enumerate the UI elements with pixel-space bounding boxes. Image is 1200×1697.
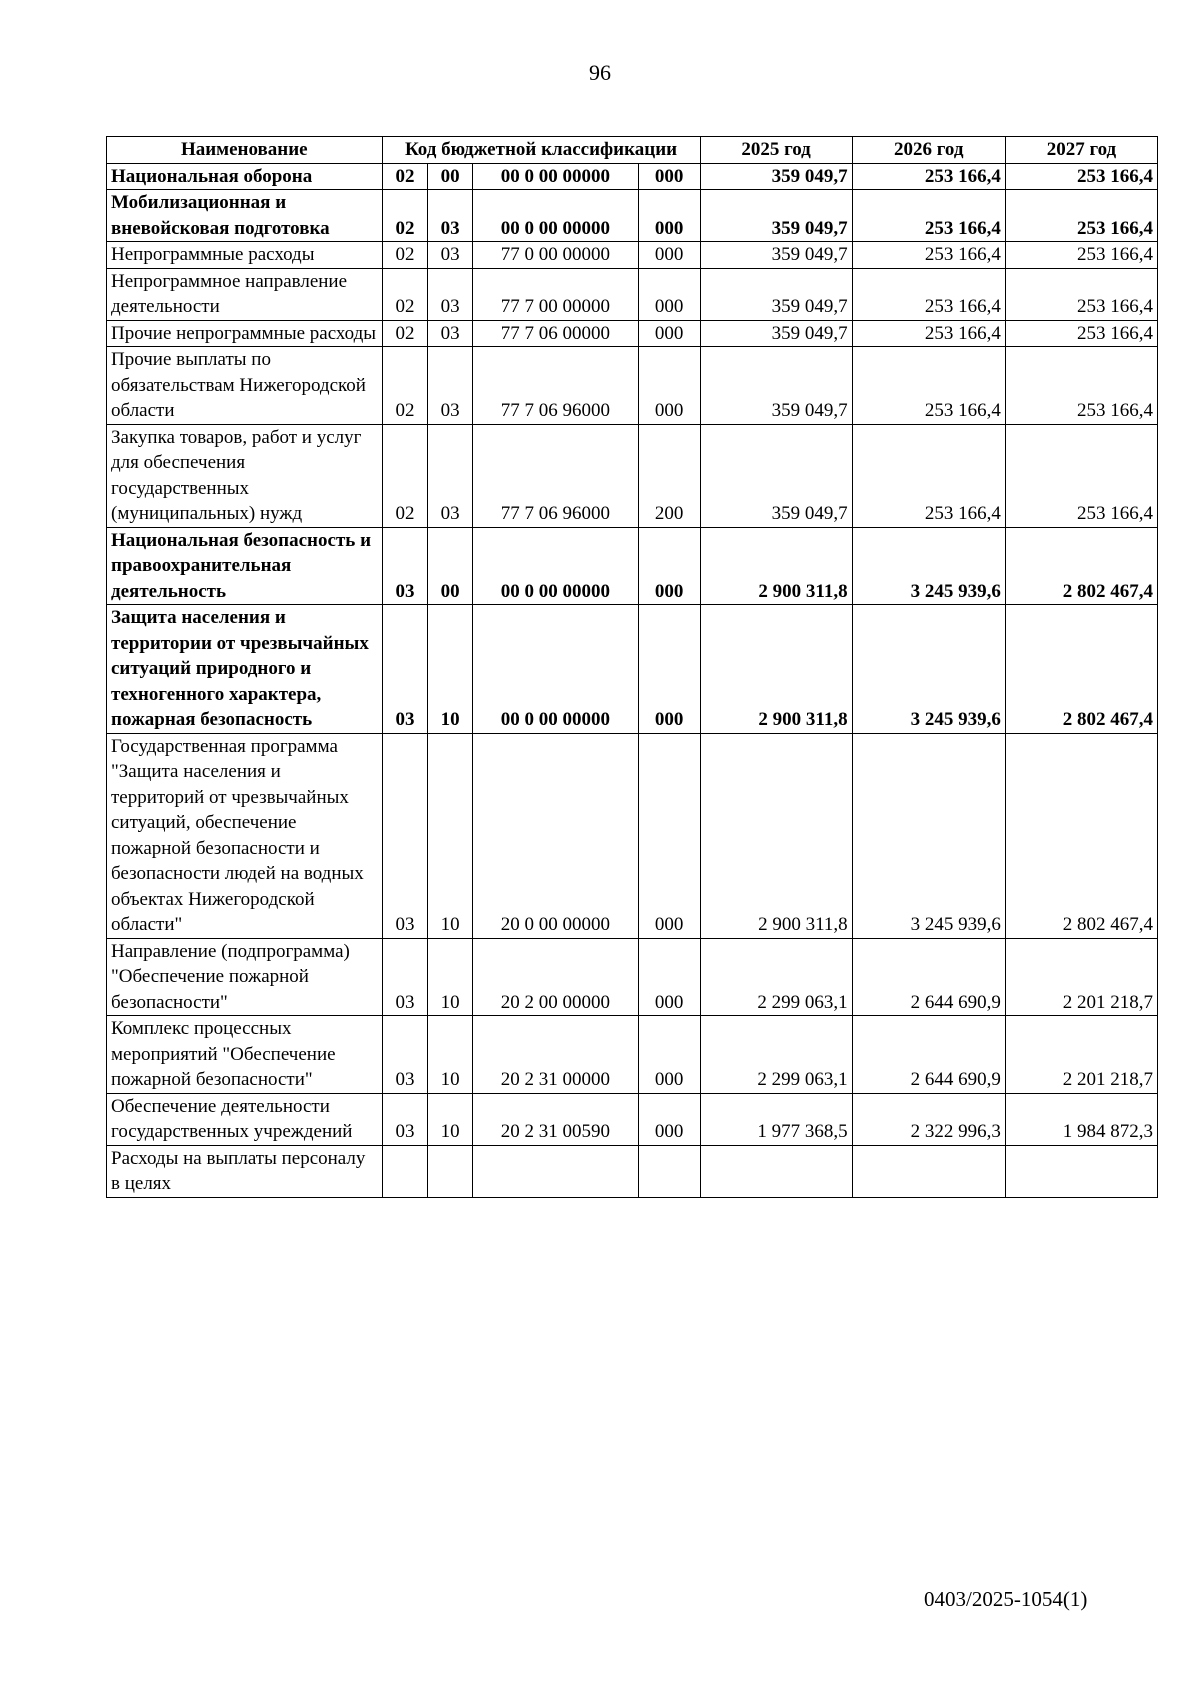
cell-name: Обеспечение деятельности государственных учреждений [107,1093,383,1145]
cell-section-code: 02 [382,320,428,347]
cell-name: Прочие непрограммные расходы [107,320,383,347]
cell-section-code: 03 [382,605,428,734]
cell-value-2026: 253 166,4 [852,190,1005,242]
cell-target-code: 00 0 00 00000 [472,527,638,605]
cell-subsection-code: 03 [428,242,473,269]
cell-target-code: 20 0 00 00000 [472,733,638,938]
cell-value-2025 [700,1145,852,1197]
cell-subsection-code [428,1145,473,1197]
document-number: 0403/2025-1054(1) [924,1587,1088,1611]
cell-value-2027: 253 166,4 [1005,320,1157,347]
cell-name: Прочие выплаты по обязательствам Нижегородской области [107,347,383,425]
cell-value-2026: 253 166,4 [852,320,1005,347]
cell-value-2027: 253 166,4 [1005,242,1157,269]
cell-subsection-code: 03 [428,268,473,320]
header-2025: 2025 год [700,137,852,164]
cell-value-2025: 1 977 368,5 [700,1093,852,1145]
cell-name: Национальная оборона [107,163,383,190]
cell-value-2026 [852,1145,1005,1197]
cell-target-code: 77 7 06 96000 [472,424,638,527]
cell-name: Защита населения и территории от чрезвычайных ситуаций природного и техногенного характера, пожарная безопасность [107,605,383,734]
cell-expense-type-code: 000 [638,527,700,605]
cell-value-2025: 359 049,7 [700,190,852,242]
cell-value-2027: 2 201 218,7 [1005,938,1157,1016]
table-body [107,163,1158,1197]
cell-section-code: 03 [382,938,428,1016]
header-2027: 2027 год [1005,137,1157,164]
cell-value-2025: 359 049,7 [700,268,852,320]
cell-name: Государственная программа "Защита населения и территорий от чрезвычайных ситуаций, обеспечение пожарной безопасности и безопасности людей на водных объектах Нижегородской области" [107,733,383,938]
cell-target-code: 20 2 31 00000 [472,1016,638,1094]
cell-subsection-code: 03 [428,347,473,425]
cell-section-code: 02 [382,190,428,242]
cell-subsection-code: 00 [428,163,473,190]
cell-target-code: 20 2 00 00000 [472,938,638,1016]
cell-subsection-code: 00 [428,527,473,605]
cell-expense-type-code: 000 [638,1016,700,1094]
cell-value-2025: 359 049,7 [700,320,852,347]
table-row [107,242,1158,269]
cell-value-2026: 2 644 690,9 [852,938,1005,1016]
cell-name: Непрограммные расходы [107,242,383,269]
cell-value-2025: 2 900 311,8 [700,527,852,605]
cell-value-2026: 3 245 939,6 [852,605,1005,734]
header-2026: 2026 год [852,137,1005,164]
cell-value-2026: 253 166,4 [852,424,1005,527]
cell-expense-type-code: 000 [638,242,700,269]
cell-name: Закупка товаров, работ и услуг для обеспечения государственных (муниципальных) нужд [107,424,383,527]
cell-value-2025: 2 900 311,8 [700,605,852,734]
cell-value-2025: 2 299 063,1 [700,938,852,1016]
cell-section-code: 02 [382,347,428,425]
cell-section-code: 02 [382,163,428,190]
cell-target-code: 77 7 06 96000 [472,347,638,425]
header-name: Наименование [107,137,383,164]
cell-value-2025: 2 299 063,1 [700,1016,852,1094]
cell-value-2025: 359 049,7 [700,242,852,269]
cell-name: Направление (подпрограмма) "Обеспечение пожарной безопасности" [107,938,383,1016]
cell-value-2026: 2 644 690,9 [852,1016,1005,1094]
cell-subsection-code: 10 [428,733,473,938]
cell-section-code: 03 [382,1016,428,1094]
cell-target-code: 00 0 00 00000 [472,605,638,734]
cell-expense-type-code: 000 [638,1093,700,1145]
cell-value-2026: 3 245 939,6 [852,733,1005,938]
table-row [107,190,1158,242]
cell-expense-type-code [638,1145,700,1197]
cell-target-code: 77 7 00 00000 [472,268,638,320]
cell-value-2027 [1005,1145,1157,1197]
cell-name: Мобилизационная и вневойсковая подготовка [107,190,383,242]
cell-target-code: 00 0 00 00000 [472,163,638,190]
cell-value-2026: 253 166,4 [852,163,1005,190]
header-code: Код бюджетной классификации [382,137,700,164]
cell-name: Комплекс процессных мероприятий "Обеспечение пожарной безопасности" [107,1016,383,1094]
cell-name: Национальная безопасность и правоохранительная деятельность [107,527,383,605]
cell-value-2025: 2 900 311,8 [700,733,852,938]
cell-section-code: 03 [382,733,428,938]
cell-target-code: 00 0 00 00000 [472,190,638,242]
cell-subsection-code: 10 [428,1093,473,1145]
cell-expense-type-code: 000 [638,268,700,320]
table-row [107,733,1158,938]
cell-value-2027: 2 201 218,7 [1005,1016,1157,1094]
cell-expense-type-code: 000 [638,733,700,938]
budget-table [106,136,1158,1198]
cell-value-2026: 2 322 996,3 [852,1093,1005,1145]
cell-name: Расходы на выплаты персоналу в целях [107,1145,383,1197]
table-row [107,938,1158,1016]
cell-expense-type-code: 000 [638,938,700,1016]
cell-subsection-code: 03 [428,320,473,347]
cell-value-2027: 253 166,4 [1005,347,1157,425]
cell-value-2025: 359 049,7 [700,347,852,425]
cell-value-2026: 3 245 939,6 [852,527,1005,605]
cell-value-2027: 253 166,4 [1005,163,1157,190]
cell-subsection-code: 10 [428,605,473,734]
cell-value-2027: 2 802 467,4 [1005,527,1157,605]
cell-value-2027: 253 166,4 [1005,190,1157,242]
cell-subsection-code: 03 [428,190,473,242]
table-row [107,268,1158,320]
cell-subsection-code: 10 [428,938,473,1016]
table-row [107,1016,1158,1094]
cell-value-2027: 1 984 872,3 [1005,1093,1157,1145]
cell-value-2027: 2 802 467,4 [1005,605,1157,734]
table-row [107,1145,1158,1197]
cell-value-2026: 253 166,4 [852,242,1005,269]
cell-value-2027: 2 802 467,4 [1005,733,1157,938]
table-row [107,605,1158,734]
table-row [107,424,1158,527]
table-row [107,320,1158,347]
cell-section-code: 02 [382,242,428,269]
page-number: 96 [589,60,611,85]
cell-target-code: 77 0 00 00000 [472,242,638,269]
cell-target-code: 77 7 06 00000 [472,320,638,347]
cell-subsection-code: 03 [428,424,473,527]
cell-subsection-code: 10 [428,1016,473,1094]
cell-expense-type-code: 000 [638,605,700,734]
table-row [107,163,1158,190]
cell-value-2025: 359 049,7 [700,424,852,527]
cell-expense-type-code: 000 [638,347,700,425]
table-row [107,1093,1158,1145]
cell-value-2025: 359 049,7 [700,163,852,190]
table-row [107,527,1158,605]
cell-name: Непрограммное направление деятельности [107,268,383,320]
cell-expense-type-code: 200 [638,424,700,527]
cell-section-code: 03 [382,527,428,605]
cell-value-2027: 253 166,4 [1005,424,1157,527]
table-header-row [107,137,1158,164]
cell-value-2026: 253 166,4 [852,268,1005,320]
cell-expense-type-code: 000 [638,163,700,190]
cell-value-2026: 253 166,4 [852,347,1005,425]
cell-target-code [472,1145,638,1197]
cell-section-code: 03 [382,1093,428,1145]
cell-section-code: 02 [382,268,428,320]
table-row [107,347,1158,425]
cell-section-code: 02 [382,424,428,527]
cell-target-code: 20 2 31 00590 [472,1093,638,1145]
cell-value-2027: 253 166,4 [1005,268,1157,320]
cell-section-code [382,1145,428,1197]
cell-expense-type-code: 000 [638,320,700,347]
cell-expense-type-code: 000 [638,190,700,242]
